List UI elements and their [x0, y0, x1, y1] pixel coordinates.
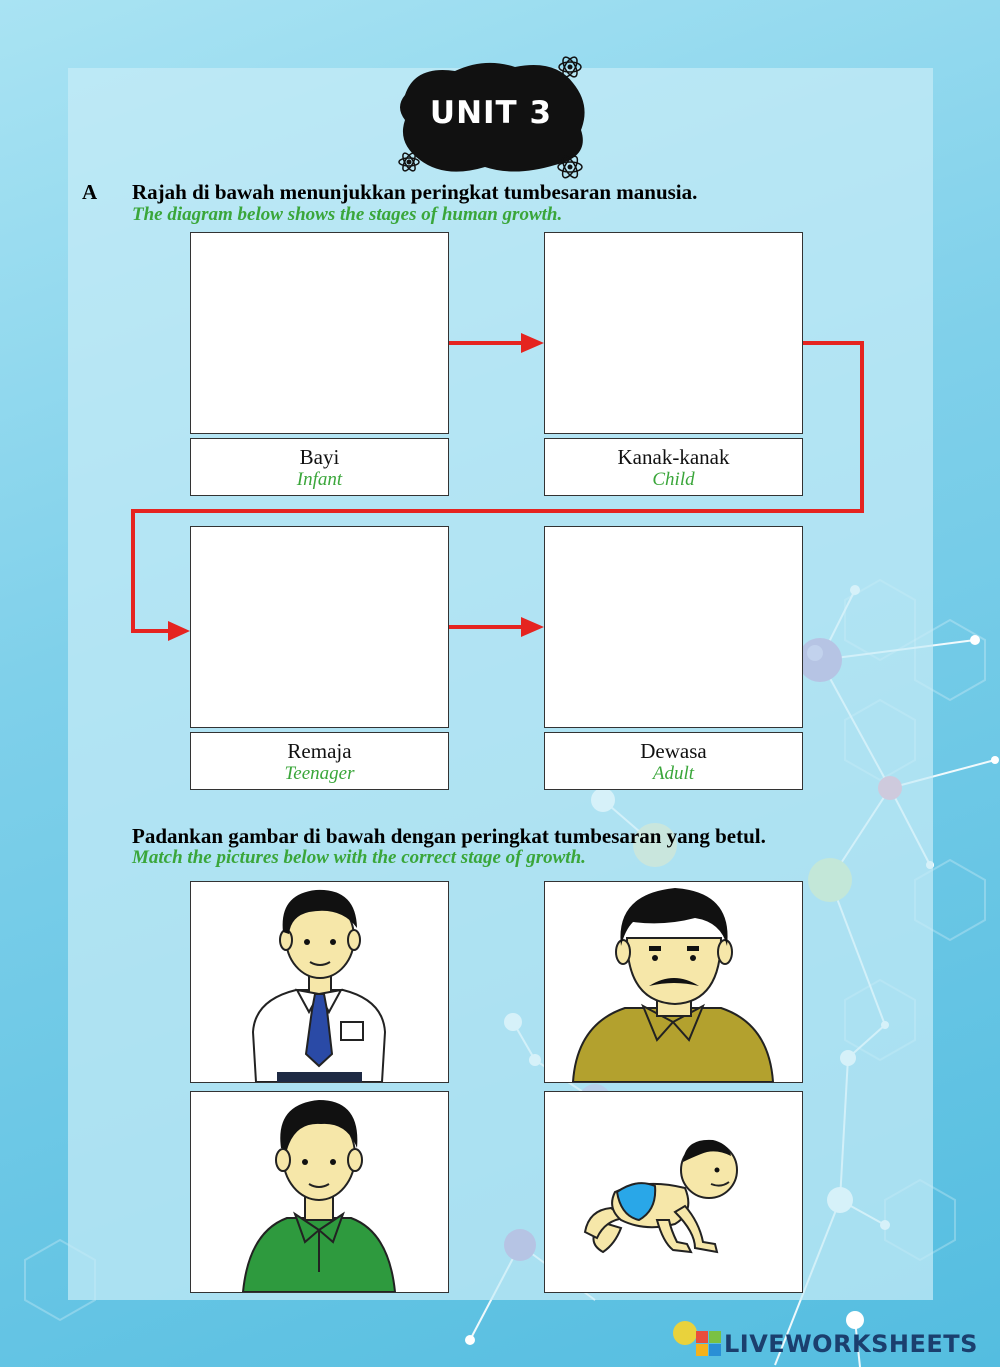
picture-card-teenager[interactable] [190, 1091, 449, 1293]
match-instruction-english: Match the pictures below with the correct stage of growth. [132, 847, 586, 868]
stage-label-en: Child [652, 469, 695, 490]
stage-label-adult [544, 732, 803, 790]
teenager-green-shirt-illustration [191, 1092, 448, 1292]
question-malay: Rajah di bawah menunjukkan peringkat tumbesaran manusia. [132, 180, 698, 204]
stage-label-ms: Kanak-kanak [617, 445, 730, 469]
liveworksheets-watermark: LIVEWORKSHEETS [724, 1330, 978, 1358]
stage-label-ms: Dewasa [640, 739, 707, 763]
adult-man-mustache-illustration [545, 882, 802, 1082]
stage-label-teenager [190, 732, 449, 790]
stage-label-ms: Remaja [287, 739, 352, 763]
schoolboy-illustration [191, 882, 448, 1082]
picture-card-adult-man[interactable] [544, 881, 803, 1083]
picture-card-baby[interactable] [544, 1091, 803, 1293]
stage-label-en: Infant [296, 469, 343, 490]
crawling-baby-illustration [545, 1092, 802, 1292]
drop-box-adult[interactable] [544, 526, 803, 728]
stage-label-child [544, 438, 803, 496]
stage-label-ms: Bayi [299, 445, 340, 469]
section-letter: A [82, 180, 98, 204]
drop-box-child[interactable] [544, 232, 803, 434]
stage-label-en: Teenager [284, 763, 355, 784]
stage-label-en: Adult [652, 763, 695, 784]
match-instruction-malay: Padankan gambar di bawah dengan peringkat tumbesaran yang betul. [132, 824, 766, 848]
question-english: The diagram below shows the stages of human growth. [132, 204, 563, 225]
liveworksheets-logo-icon [696, 1327, 722, 1357]
stage-label-infant [190, 438, 449, 496]
picture-card-schoolboy[interactable] [190, 881, 449, 1083]
drop-box-infant[interactable] [190, 232, 449, 434]
unit-badge-label: UNIT 3 [429, 95, 553, 131]
drop-box-teenager[interactable] [190, 526, 449, 728]
